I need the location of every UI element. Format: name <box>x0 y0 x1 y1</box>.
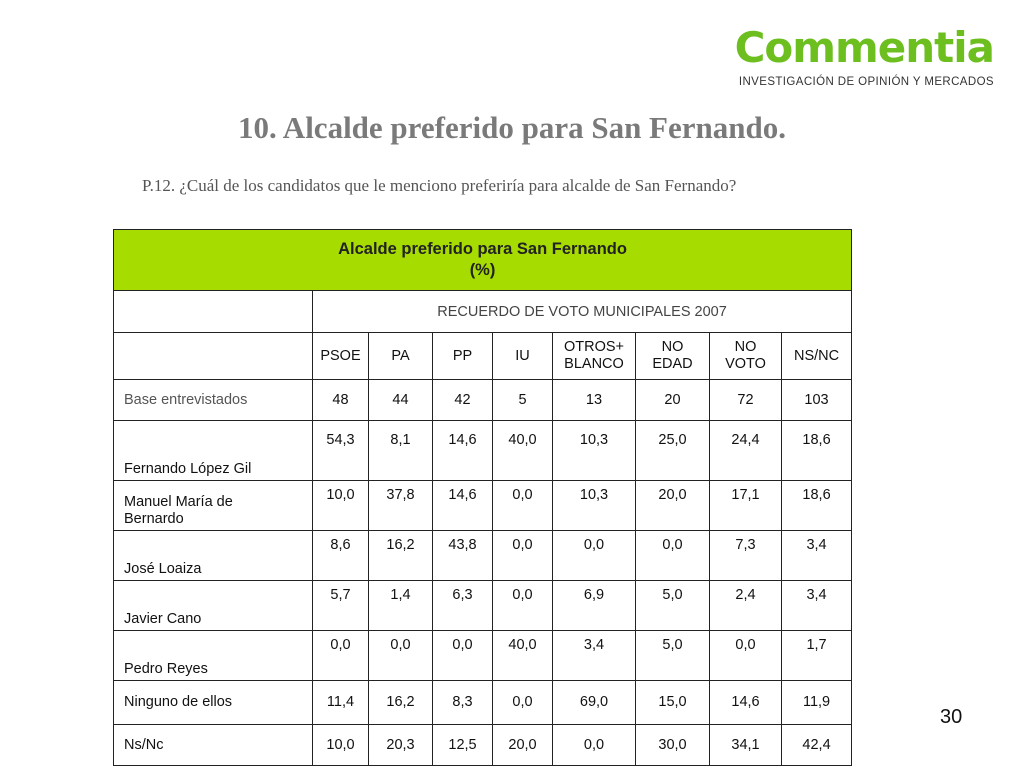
percent-value: 10,0 <box>313 725 369 766</box>
table-row <box>114 581 852 631</box>
percent-value: 11,9 <box>782 681 852 725</box>
percent-value: 2,4 <box>710 581 782 631</box>
percent-value: 6,9 <box>553 581 636 631</box>
percent-value: 0,0 <box>493 581 553 631</box>
base-value: 48 <box>313 380 369 421</box>
candidate-label: José Loaiza <box>114 531 313 581</box>
percent-value: 5,0 <box>636 581 710 631</box>
percent-value: 15,0 <box>636 681 710 725</box>
percent-value: 43,8 <box>433 531 493 581</box>
base-value: 20 <box>636 380 710 421</box>
table-row <box>114 681 852 725</box>
percent-value: 42,4 <box>782 725 852 766</box>
percent-value: 18,6 <box>782 421 852 481</box>
percent-value: 0,0 <box>553 725 636 766</box>
table-header-cell <box>114 230 852 291</box>
table-row <box>114 421 852 481</box>
percent-value: 3,4 <box>553 631 636 681</box>
percent-value: 14,6 <box>433 481 493 531</box>
percent-value: 1,7 <box>782 631 852 681</box>
percent-value: 5,0 <box>636 631 710 681</box>
percent-value: 1,4 <box>369 581 433 631</box>
logo-tagline: INVESTIGACIÓN DE OPINIÓN Y MERCADOS <box>738 76 994 88</box>
percent-value: 10,3 <box>553 481 636 531</box>
percent-value: 20,0 <box>636 481 710 531</box>
table-row <box>114 531 852 581</box>
logo-wordmark: Commentia <box>734 23 994 72</box>
page-number: 30 <box>940 706 963 728</box>
candidate-label: Pedro Reyes <box>114 631 313 681</box>
column-header: NO EDAD <box>636 333 710 380</box>
percent-value: 3,4 <box>782 531 852 581</box>
percent-value: 69,0 <box>553 681 636 725</box>
percent-value: 0,0 <box>636 531 710 581</box>
percent-value: 20,3 <box>369 725 433 766</box>
percent-value: 8,6 <box>313 531 369 581</box>
percent-value: 14,6 <box>433 421 493 481</box>
percent-value: 54,3 <box>313 421 369 481</box>
table-row <box>114 631 852 681</box>
percent-value: 0,0 <box>313 631 369 681</box>
empty-corner-cell <box>114 333 313 380</box>
base-value: 13 <box>553 380 636 421</box>
column-header: NS/NC <box>782 333 852 380</box>
base-row <box>114 380 852 421</box>
table-header-unit: (%) <box>469 261 496 279</box>
column-header: PSOE <box>313 333 369 380</box>
base-value: 103 <box>782 380 852 421</box>
column-group-row <box>114 291 852 333</box>
table-row <box>114 725 852 766</box>
column-header: PA <box>369 333 433 380</box>
percent-value: 6,3 <box>433 581 493 631</box>
base-value: 72 <box>710 380 782 421</box>
slide-title: 10. Alcalde preferido para San Fernando. <box>238 110 786 145</box>
percent-value: 8,3 <box>433 681 493 725</box>
base-label: Base entrevistados <box>114 380 313 421</box>
percent-value: 0,0 <box>493 481 553 531</box>
percent-value: 25,0 <box>636 421 710 481</box>
percent-value: 0,0 <box>369 631 433 681</box>
percent-value: 40,0 <box>493 631 553 681</box>
percent-value: 8,1 <box>369 421 433 481</box>
table-header-title: Alcalde preferido para San Fernando <box>338 240 627 258</box>
percent-value: 0,0 <box>553 531 636 581</box>
candidate-label: Ns/Nc <box>114 725 313 766</box>
percent-value: 16,2 <box>369 531 433 581</box>
percent-value: 18,6 <box>782 481 852 531</box>
percent-value: 7,3 <box>710 531 782 581</box>
percent-value: 40,0 <box>493 421 553 481</box>
percent-value: 20,0 <box>493 725 553 766</box>
empty-corner-cell <box>114 291 313 333</box>
candidate-label: Manuel María de Bernardo <box>114 481 313 531</box>
candidate-label: Javier Cano <box>114 581 313 631</box>
percent-value: 17,1 <box>710 481 782 531</box>
percent-value: 0,0 <box>710 631 782 681</box>
percent-value: 10,3 <box>553 421 636 481</box>
base-value: 5 <box>493 380 553 421</box>
percent-value: 24,4 <box>710 421 782 481</box>
table-row <box>114 481 852 531</box>
table-header-row <box>114 230 852 291</box>
percent-value: 0,0 <box>433 631 493 681</box>
column-header: OTROS+ BLANCO <box>553 333 636 380</box>
percent-value: 16,2 <box>369 681 433 725</box>
column-header: NO VOTO <box>710 333 782 380</box>
percent-value: 10,0 <box>313 481 369 531</box>
base-value: 42 <box>433 380 493 421</box>
percent-value: 12,5 <box>433 725 493 766</box>
base-value: 44 <box>369 380 433 421</box>
results-table <box>113 229 852 766</box>
percent-value: 0,0 <box>493 531 553 581</box>
percent-value: 0,0 <box>493 681 553 725</box>
percent-value: 34,1 <box>710 725 782 766</box>
percent-value: 5,7 <box>313 581 369 631</box>
candidate-label: Fernando López Gil <box>114 421 313 481</box>
percent-value: 30,0 <box>636 725 710 766</box>
survey-question: P.12. ¿Cuál de los candidatos que le menciono preferiría para alcalde de San Fernando? <box>142 176 737 195</box>
column-header-row <box>114 333 852 380</box>
percent-value: 3,4 <box>782 581 852 631</box>
column-group-label: RECUERDO DE VOTO MUNICIPALES 2007 <box>313 291 852 333</box>
percent-value: 37,8 <box>369 481 433 531</box>
candidate-label: Ninguno de ellos <box>114 681 313 725</box>
percent-value: 14,6 <box>710 681 782 725</box>
column-header: PP <box>433 333 493 380</box>
percent-value: 11,4 <box>313 681 369 725</box>
commentia-logo <box>735 22 994 88</box>
column-header: IU <box>493 333 553 380</box>
